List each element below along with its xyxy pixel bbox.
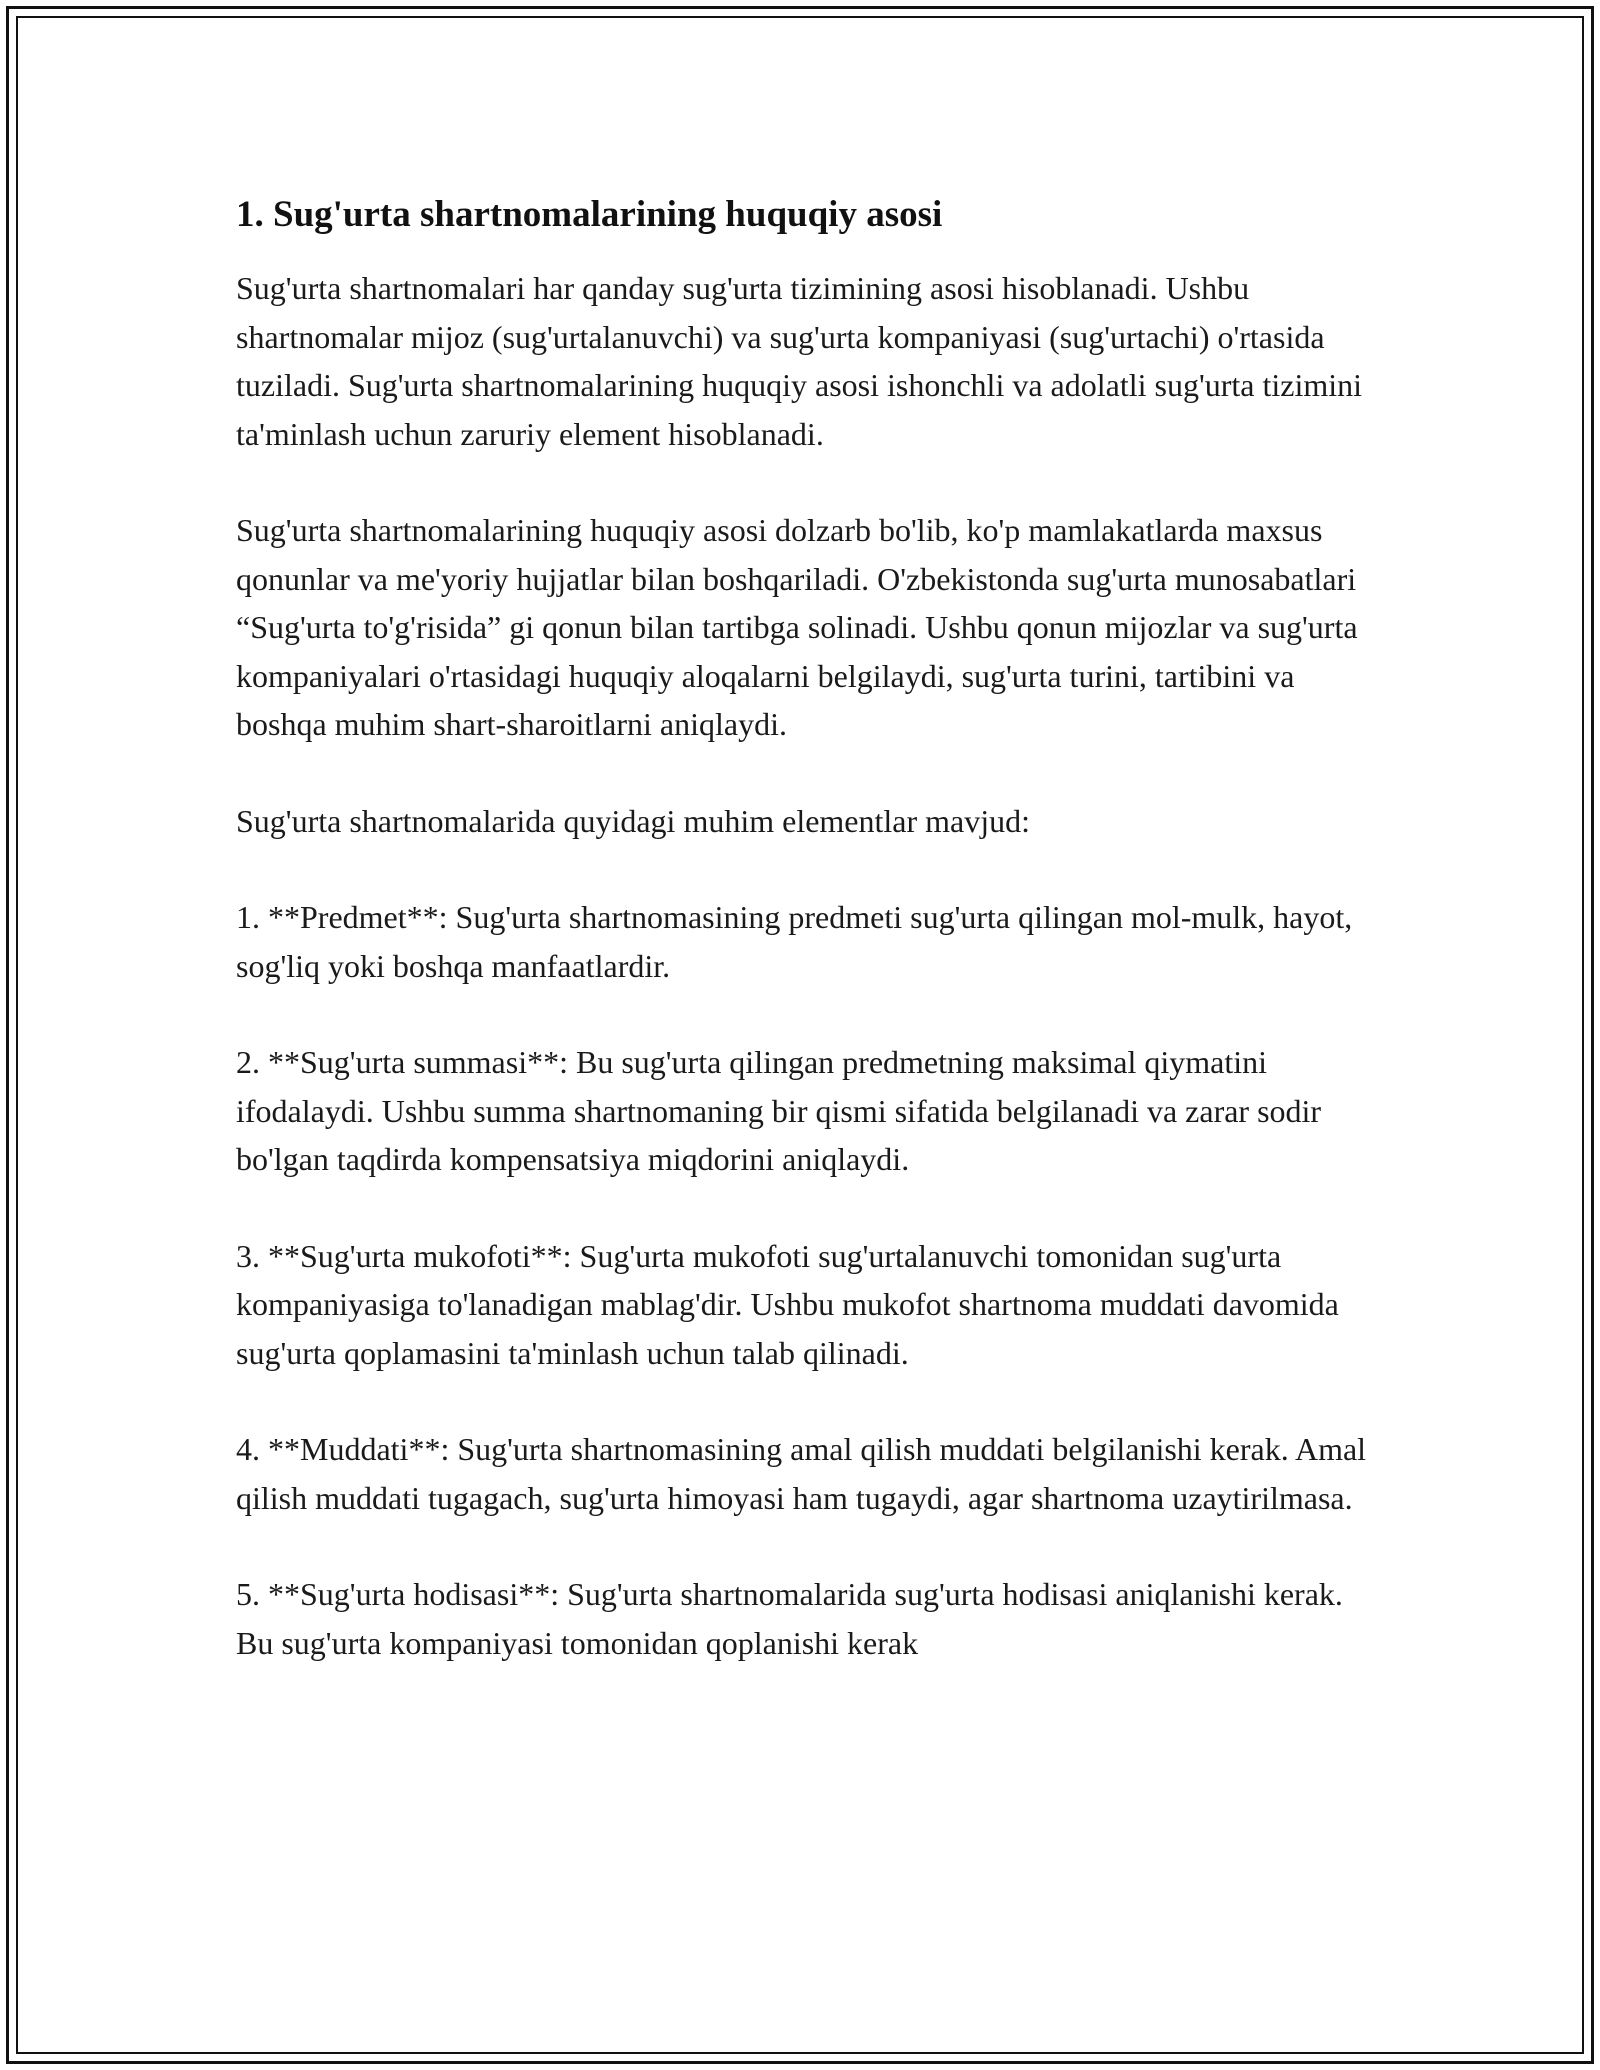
list-item-sugurta-summasi: 2. **Sug'urta summasi**: Bu sug'urta qilingan predmetning maksimal qiymatini ifodalaydi. Ushbu summa shartnomaning bir qismi sifatida belgilanadi va zarar sodir bo'lgan taqdirda kompensatsiya miqdorini aniqlaydi. [236, 1044, 1322, 1177]
list-item-sugurta-hodisasi: 5. **Sug'urta hodisasi**: Sug'urta shartnomalarida sug'urta hodisasi aniqlanishi kerak. Bu sug'urta kompaniyasi tomonidan qoplanishi kerak [236, 1576, 1343, 1661]
document-body [236, 188, 1381, 1715]
list-item-muddati: 4. **Muddati**: Sug'urta shartnomasining amal qilish muddati belgilanishi kerak. Amal qilish muddati tugagach, sug'urta himoyasi ham tugaydi, agar shartnoma uzaytirilmasa. [236, 1431, 1367, 1516]
section-heading: 1. Sug'urta shartnomalarining huquqiy asosi [236, 194, 943, 235]
list-item-sugurta-mukofoti: 3. **Sug'urta mukofoti**: Sug'urta mukofoti sug'urtalanuvchi tomonidan sug'urta kompaniyasiga to'lanadigan mablag'dir. Ushbu mukofot shartnoma muddati davomida sug'urta qoplamasini ta'minlash uchun talab qilinadi. [236, 1237, 1339, 1371]
paragraph-legal-basis: Sug'urta shartnomalarining huquqiy asosi dolzarb bo'lib, ko'p mamlakatlarda maxsus qonunlar va me'yoriy hujjatlar bilan boshqariladi. O'zbekistonda sug'urta munosabatlari “Sug'urta to'g'risida” gi qonun bilan tartibga solinadi. Ushbu qonun mijozlar va sug'urta kompaniyalari o'rtasidagi huquqiy aloqalarni belgilaydi, sug'urta turini, tartibini va boshqa muhim shart-sharoitlarni aniqlaydi. [236, 512, 1358, 742]
paragraph-elements-lead: Sug'urta shartnomalarida quyidagi muhim elementlar mavjud: [236, 802, 1031, 839]
paragraph-intro: Sug'urta shartnomalari har qanday sug'urta tizimining asosi hisoblanadi. Ushbu shartnomalar mijoz (sug'urtalanuvchi) va sug'urta kompaniyasi (sug'urtachi) o'rtasida tuziladi. Sug'urta shartnomalarining huquqiy asosi ishonchli va adolatli sug'urta tizimini ta'minlash uchun zaruriy element hisoblanadi. [236, 270, 1363, 452]
list-item-predmet: 1. **Predmet**: Sug'urta shartnomasining predmeti sug'urta qilingan mol-mulk, hayot, sog'liq yoki boshqa manfaatlardir. [236, 899, 1353, 984]
